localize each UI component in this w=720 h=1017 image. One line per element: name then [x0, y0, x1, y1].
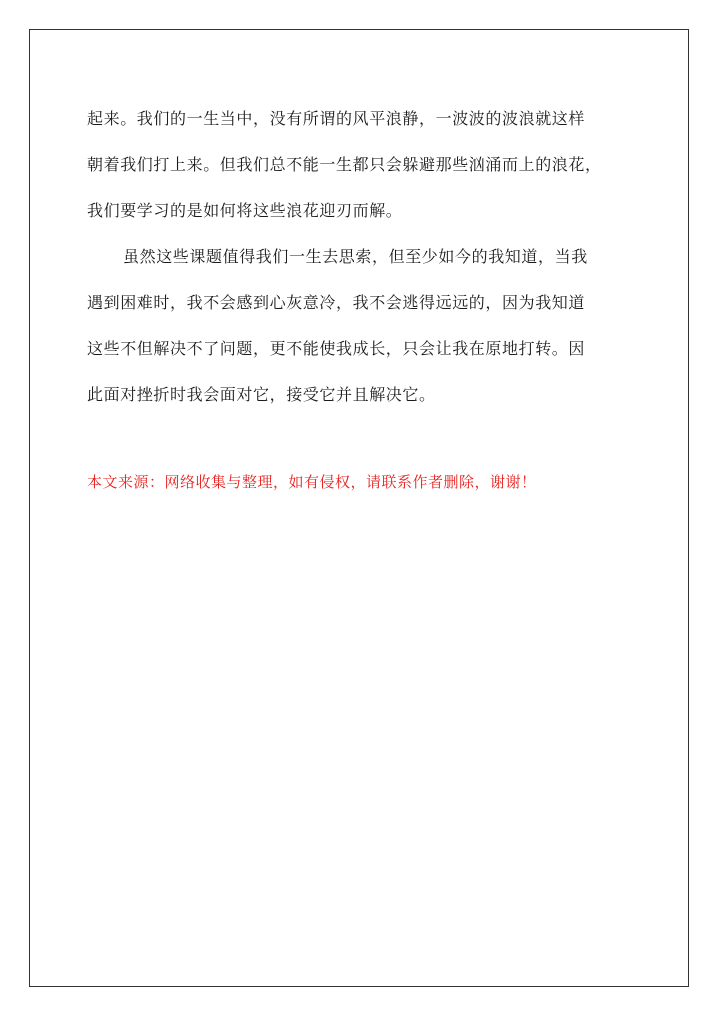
body-line: 这些不但解决不了问题，更不能使我成长，只会让我在原地打转。因 [87, 339, 586, 358]
document-body [87, 96, 635, 418]
body-line: 起来。我们的一生当中，没有所谓的风平浪静，一波波的波浪就这样 [87, 109, 586, 128]
body-line: 我们要学习的是如何将这些浪花迎刃而解。 [87, 201, 403, 220]
source-disclaimer: 本文来源：网络收集与整理，如有侵权，请联系作者删除，谢谢！ [87, 473, 537, 491]
body-line: 此面对挫折时我会面对它，接受它并且解决它。 [87, 385, 436, 404]
body-line: 朝着我们打上来。但我们总不能一生都只会躲避那些汹涌而上的浪花， [87, 155, 602, 174]
body-line: 遇到困难时，我不会感到心灰意冷，我不会逃得远远的，因为我知道 [87, 293, 586, 312]
body-line-paragraph-start: 虽然这些课题值得我们一生去思索，但至少如今的我知道，当我 [123, 247, 588, 266]
